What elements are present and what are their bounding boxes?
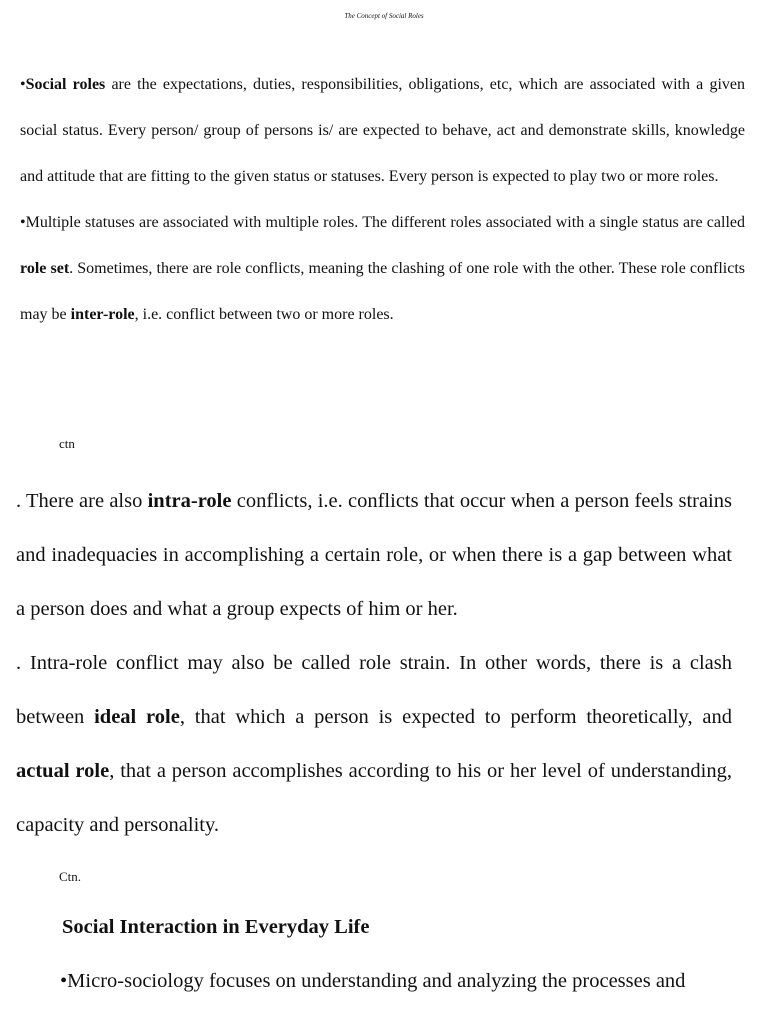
paragraph-text: Multiple statuses are associated with multiple roles. The different roles associated with a single status are called <box>25 214 745 231</box>
paragraph-text: . Intra-role conflict may also be called role strain. In other words, there is a clash between <box>16 652 732 728</box>
term-ideal-role: ideal role <box>94 706 180 728</box>
paragraph-text: , that a person accomplishes according to his or her level of understanding, capacity and personality. <box>16 760 732 836</box>
page-header: The Concept of Social Roles <box>344 12 424 20</box>
term-intra-role: intra-role <box>147 490 232 512</box>
intra-role-section <box>16 474 732 852</box>
term-role-set: role set <box>20 260 70 277</box>
continuation-marker: Ctn. <box>59 869 82 884</box>
paragraph-text: . Sometimes, there are role conflicts, meaning the clashing of one role with the other. These role conflicts may be <box>20 260 746 323</box>
paragraph-intra-role <box>16 474 732 636</box>
term-inter-role: inter-role <box>70 306 135 323</box>
paragraph-multiple-statuses <box>20 200 745 338</box>
continuation-marker: ctn <box>59 436 75 451</box>
term-social-roles: Social roles <box>25 76 106 93</box>
paragraph-text: conflicts, i.e. conflicts that occur when a person feels strains and inadequacies in accomplishing a certain role, or when there is a gap between what a person does and what a group expects of him or her. <box>16 490 732 620</box>
section-heading: Social Interaction in Everyday Life <box>62 916 370 938</box>
paragraph-role-strain <box>16 636 732 852</box>
paragraph-text: , i.e. conflict between two or more roles. <box>134 306 394 323</box>
paragraph-text: are the expectations, duties, responsibilities, obligations, etc, which are associated with a given social status. Every person/ group of persons is/ are expected to behave, act and demonstrate skills, knowledge and attitude that are fitting to the given status or statuses. Every person is expected to play two or more roles. <box>20 76 745 185</box>
term-actual-role: actual role <box>16 760 110 782</box>
bullet: • <box>20 76 26 93</box>
social-roles-section <box>20 62 745 338</box>
paragraph-micro-sociology: •Micro-sociology focuses on understanding and analyzing the processes and <box>60 970 686 992</box>
bullet: • <box>20 214 26 231</box>
paragraph-text: . There are also <box>16 490 148 512</box>
paragraph-social-roles <box>20 62 745 200</box>
paragraph-text: , that which a person is expected to perform theoretically, and <box>179 706 732 728</box>
